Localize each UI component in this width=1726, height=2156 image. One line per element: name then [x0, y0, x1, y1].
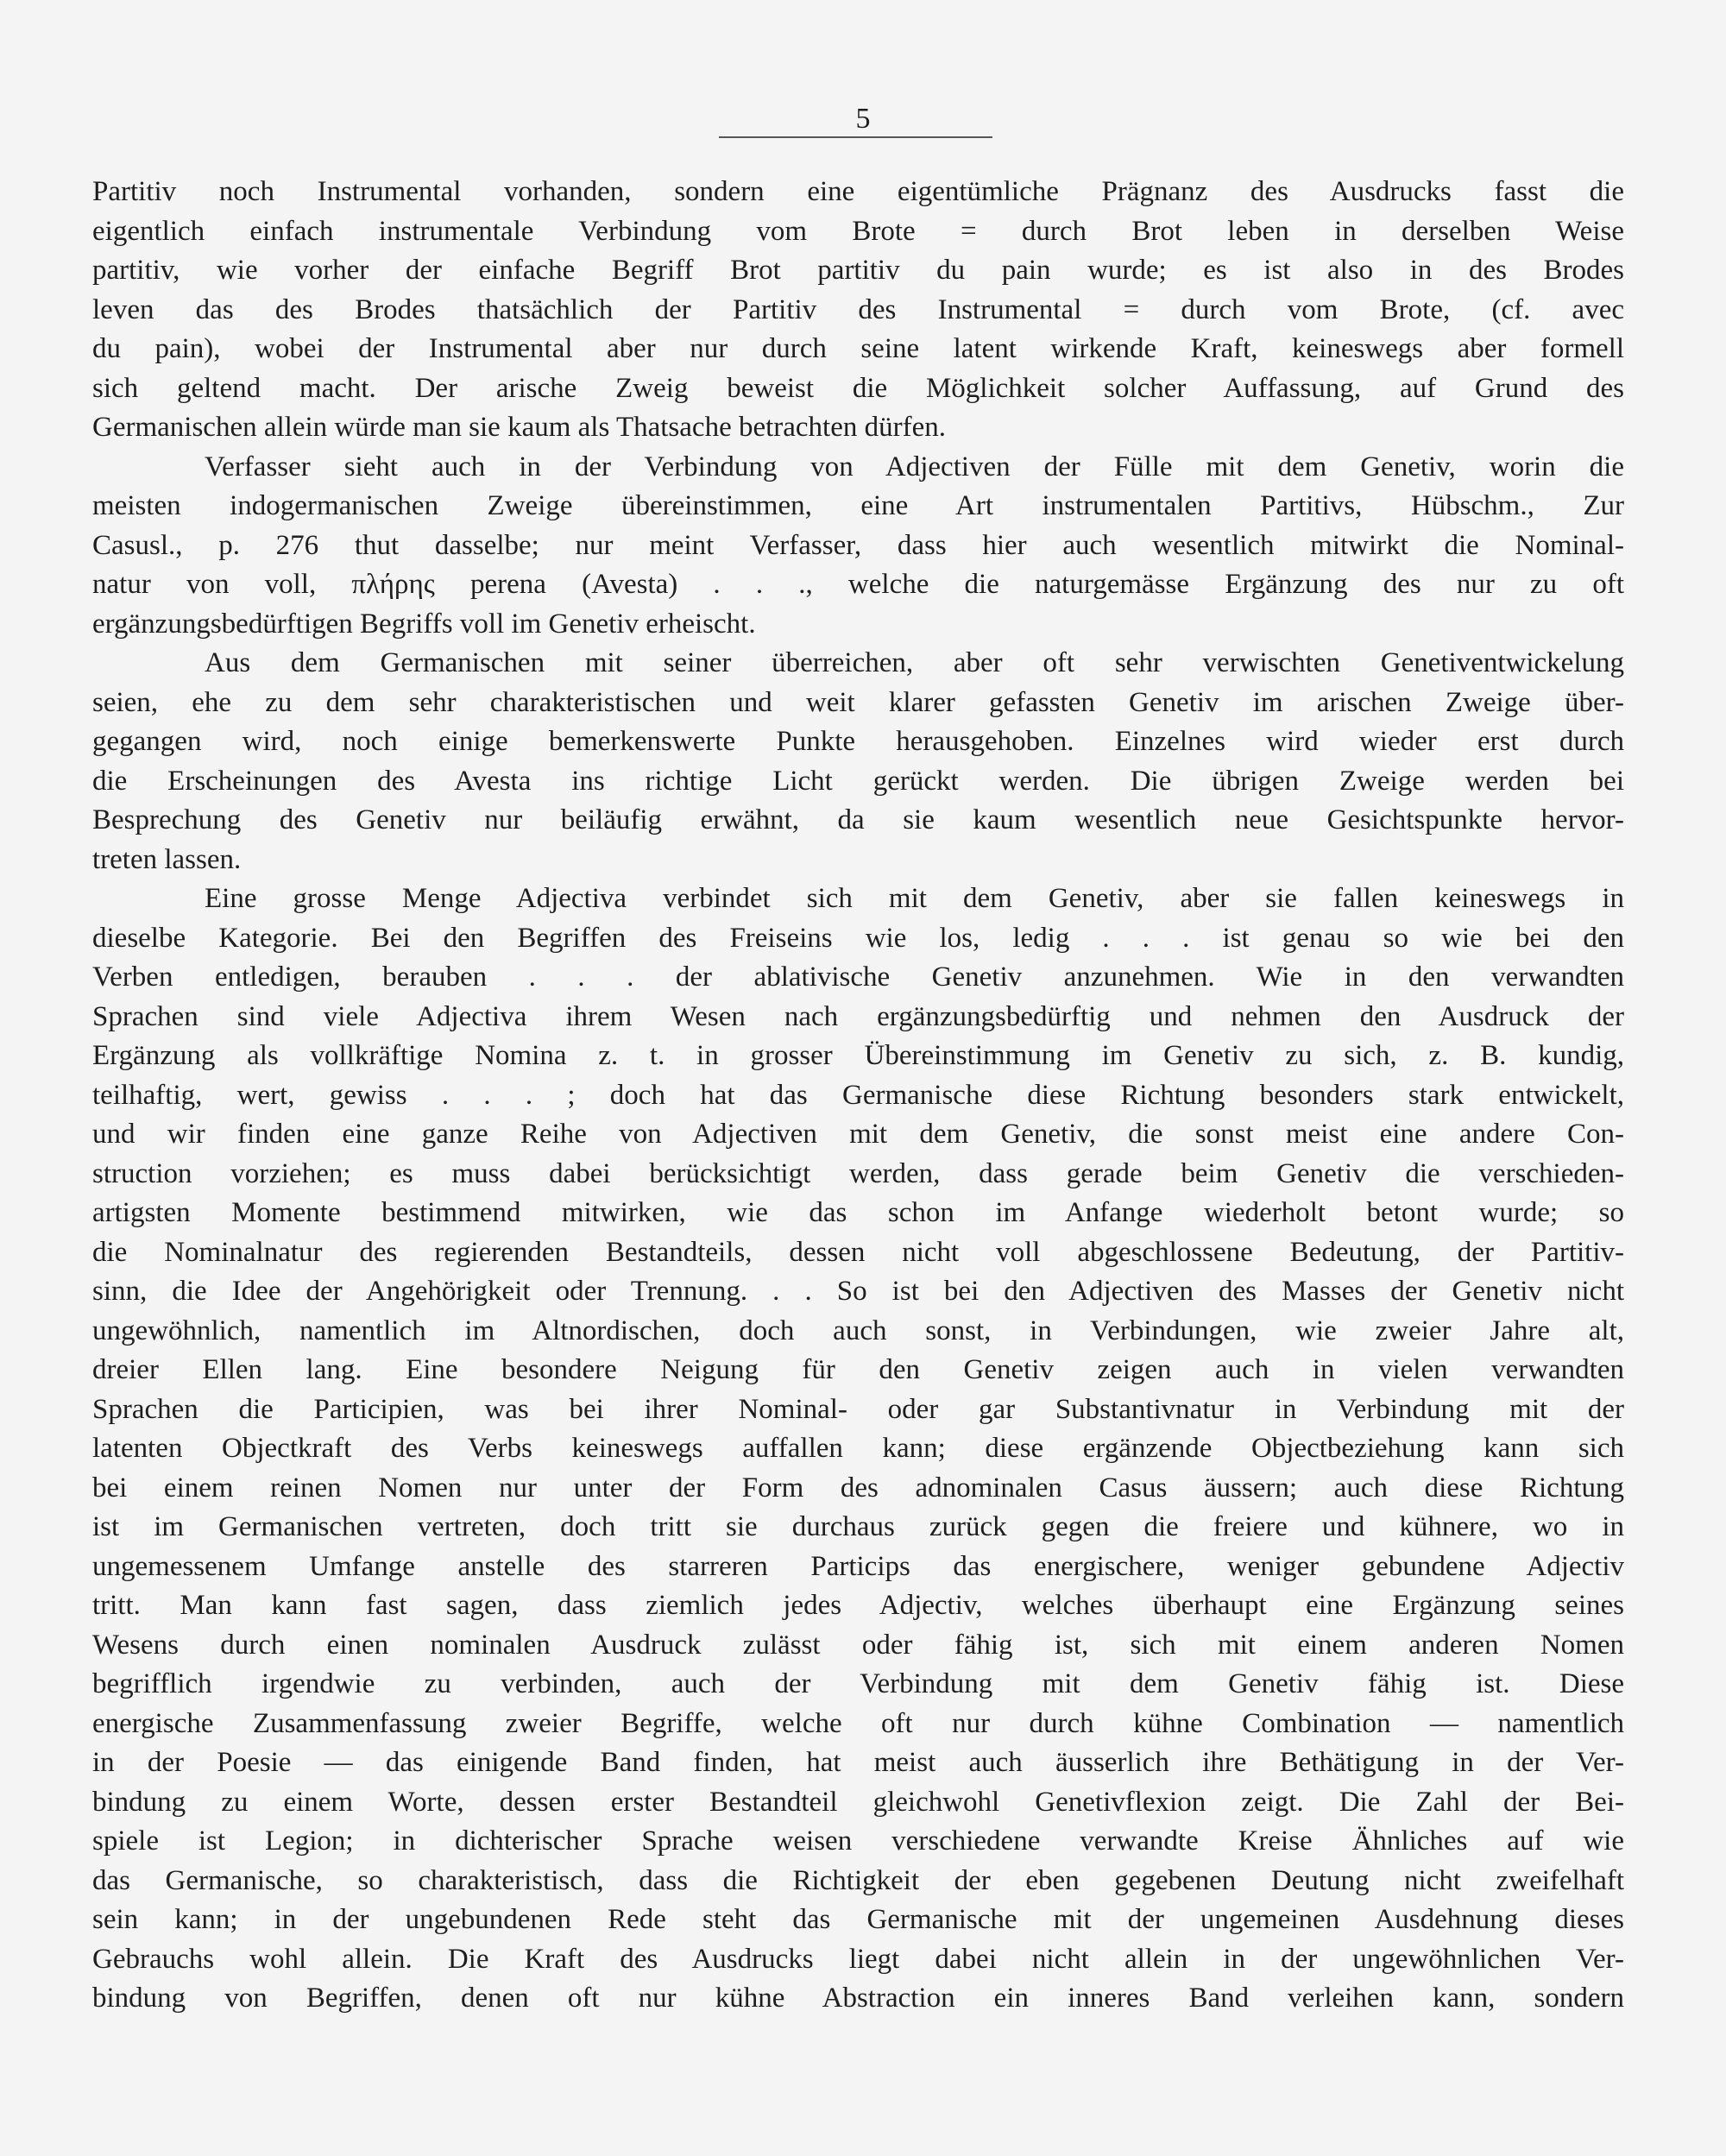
text-line: struction vorziehen; es muss dabei berücksichtigt werden, dass gerade beim Genetiv die verschieden-	[92, 1157, 1624, 1189]
text-line: gegangen wird, noch einige bemerkenswerte Punkte herausgehoben. Einzelnes wird wieder erst durch	[92, 726, 1624, 757]
text-line: die Erscheinungen des Avesta ins richtige Licht gerückt werden. Die übrigen Zweige werden bei	[92, 765, 1624, 797]
text-line: sinn, die Idee der Angehörigkeit oder Trennung. . . So ist bei den Adjectiven des Masses der Genetiv nicht	[92, 1276, 1624, 1307]
text-line: partitiv, wie vorher der einfache Begriff Brot partitiv du pain wurde; es ist also in des Brodes	[92, 255, 1624, 286]
text-line: natur von voll, πλήρης perena (Avesta) . . ., welche die naturgemässe Ergänzung des nur zu oft	[92, 569, 1624, 600]
text-line: latenten Objectkraft des Verbs keineswegs auffallen kann; diese ergänzende Objectbeziehung kann sich	[92, 1433, 1624, 1464]
text-line: und wir finden eine ganze Reihe von Adjectiven mit dem Genetiv, die sonst meist eine andere Con-	[92, 1119, 1624, 1150]
text-line: Casusl., p. 276 thut dasselbe; nur meint Verfasser, dass hier auch wesentlich mitwirkt die Nominal-	[92, 529, 1624, 561]
text-line: sich geltend macht. Der arische Zweig beweist die Möglichkeit solcher Auffassung, auf Grund des	[92, 372, 1624, 404]
text-line: dieselbe Kategorie. Bei den Begriffen des Freiseins wie los, ledig . . . ist genau so wie bei den	[92, 922, 1624, 954]
text-line: energische Zusammenfassung zweier Begriffe, welche oft nur durch kühne Combination — namentlich	[92, 1707, 1624, 1739]
text-line: begrifflich irgendwie zu verbinden, auch der Verbindung mit dem Genetiv fähig ist. Diese	[92, 1668, 1624, 1699]
text-line: Verfasser sieht auch in der Verbindung von Adjectiven der Fülle mit dem Genetiv, worin die	[205, 451, 1624, 482]
text-line: bei einem reinen Nomen nur unter der Form des adnominalen Casus äussern; auch diese Richtung	[92, 1472, 1624, 1504]
text-line: Aus dem Germanischen mit seiner überreichen, aber oft sehr verwischten Genetiventwickelung	[205, 647, 1624, 678]
text-line: Sprachen sind viele Adjectiva ihrem Wesen nach ergänzungsbedürftig und nehmen den Ausdruck der	[92, 1000, 1624, 1032]
text-line: Germanischen allein würde man sie kaum als Thatsache betrachten dürfen.	[92, 412, 947, 443]
text-line: dreier Ellen lang. Eine besondere Neigung für den Genetiv zeigen auch in vielen verwandten	[92, 1354, 1624, 1385]
text-line: treten lassen.	[92, 843, 242, 875]
text-line: artigsten Momente bestimmend mitwirken, wie das schon im Anfange wiederholt betont wurde; so	[92, 1197, 1624, 1228]
text-line: Eine grosse Menge Adjectiva verbindet sich mit dem Genetiv, aber sie fallen keineswegs in	[205, 883, 1624, 914]
text-line: meisten indogermanischen Zweige übereinstimmen, eine Art instrumentalen Partitivs, Hübschm., Zur	[92, 490, 1624, 521]
text-line: ungemessenem Umfange anstelle des starreren Particips das energischere, weniger gebundene Adjectiv	[92, 1550, 1624, 1582]
text-line: seien, ehe zu dem sehr charakteristischen und weit klarer gefassten Genetiv im arischen Zweige über-	[92, 686, 1624, 718]
page-number: 5	[855, 103, 871, 135]
text-line: Gebrauchs wohl allein. Die Kraft des Ausdrucks liegt dabei nicht allein in der ungewöhnlichen Ver-	[92, 1943, 1624, 1975]
text-line: sein kann; in der ungebundenen Rede steht das Germanische mit der ungemeinen Ausdehnung dieses	[92, 1904, 1624, 1935]
text-line: bindung zu einem Worte, dessen erster Bestandteil gleichwohl Genetivflexion zeigt. Die Zahl der Bei-	[92, 1786, 1624, 1818]
text-line: Wesens durch einen nominalen Ausdruck zulässt oder fähig ist, sich mit einem anderen Nomen	[92, 1629, 1624, 1661]
text-line: das Germanische, so charakteristisch, dass die Richtigkeit der eben gegebenen Deutung nicht zweifelhaft	[92, 1864, 1624, 1896]
text-line: ist im Germanischen vertreten, doch tritt sie durchaus zurück gegen die freiere und kühnere, wo in	[92, 1511, 1624, 1542]
text-line: teilhaftig, wert, gewiss . . . ; doch hat das Germanische diese Richtung besonders stark entwickelt,	[92, 1079, 1624, 1111]
text-line: Partitiv noch Instrumental vorhanden, sondern eine eigentümliche Prägnanz des Ausdrucks fasst die	[92, 176, 1624, 207]
text-line: Besprechung des Genetiv nur beiläufig erwähnt, da sie kaum wesentlich neue Gesichtspunkte hervor-	[92, 804, 1624, 835]
text-line: du pain), wobei der Instrumental aber nur durch seine latent wirkende Kraft, keineswegs aber formell	[92, 333, 1624, 364]
text-line: tritt. Man kann fast sagen, dass ziemlich jedes Adjectiv, welches überhaupt eine Ergänzung seines	[92, 1590, 1624, 1621]
header-rule	[719, 136, 992, 138]
text-line: spiele ist Legion; in dichterischer Sprache weisen verschiedene verwandte Kreise Ähnliches auf wie	[92, 1825, 1624, 1857]
body-text	[92, 173, 1624, 2019]
text-line: die Nominalnatur des regierenden Bestandteils, dessen nicht voll abgeschlossene Bedeutung, der Partitiv-	[92, 1236, 1624, 1268]
text-line: ungewöhnlich, namentlich im Altnordischen, doch auch sonst, in Verbindungen, wie zweier Jahre alt,	[92, 1314, 1624, 1346]
text-line: leven das des Brodes thatsächlich der Partitiv des Instrumental = durch vom Brote, (cf. avec	[92, 293, 1624, 325]
text-line: in der Poesie — das einigende Band finden, hat meist auch äusserlich ihre Bethätigung in der Ver-	[92, 1747, 1624, 1778]
text-line: ergänzungsbedürftigen Begriffs voll im Genetiv erheischt.	[92, 608, 756, 640]
text-line: Sprachen die Participien, was bei ihrer Nominal- oder gar Substantivnatur in Verbindung mit der	[92, 1393, 1624, 1425]
text-line: eigentlich einfach instrumentale Verbindung vom Brote = durch Brot leben in derselben Weise	[92, 215, 1624, 247]
text-line: bindung von Begriffen, denen oft nur kühne Abstraction ein inneres Band verleihen kann, sondern	[92, 1983, 1624, 2014]
text-line: Ergänzung als vollkräftige Nomina z. t. in grosser Übereinstimmung im Genetiv zu sich, z. B. kundig,	[92, 1040, 1624, 1071]
text-line: Verben entledigen, berauben . . . der ablativische Genetiv anzunehmen. Wie in den verwandten	[92, 961, 1624, 993]
